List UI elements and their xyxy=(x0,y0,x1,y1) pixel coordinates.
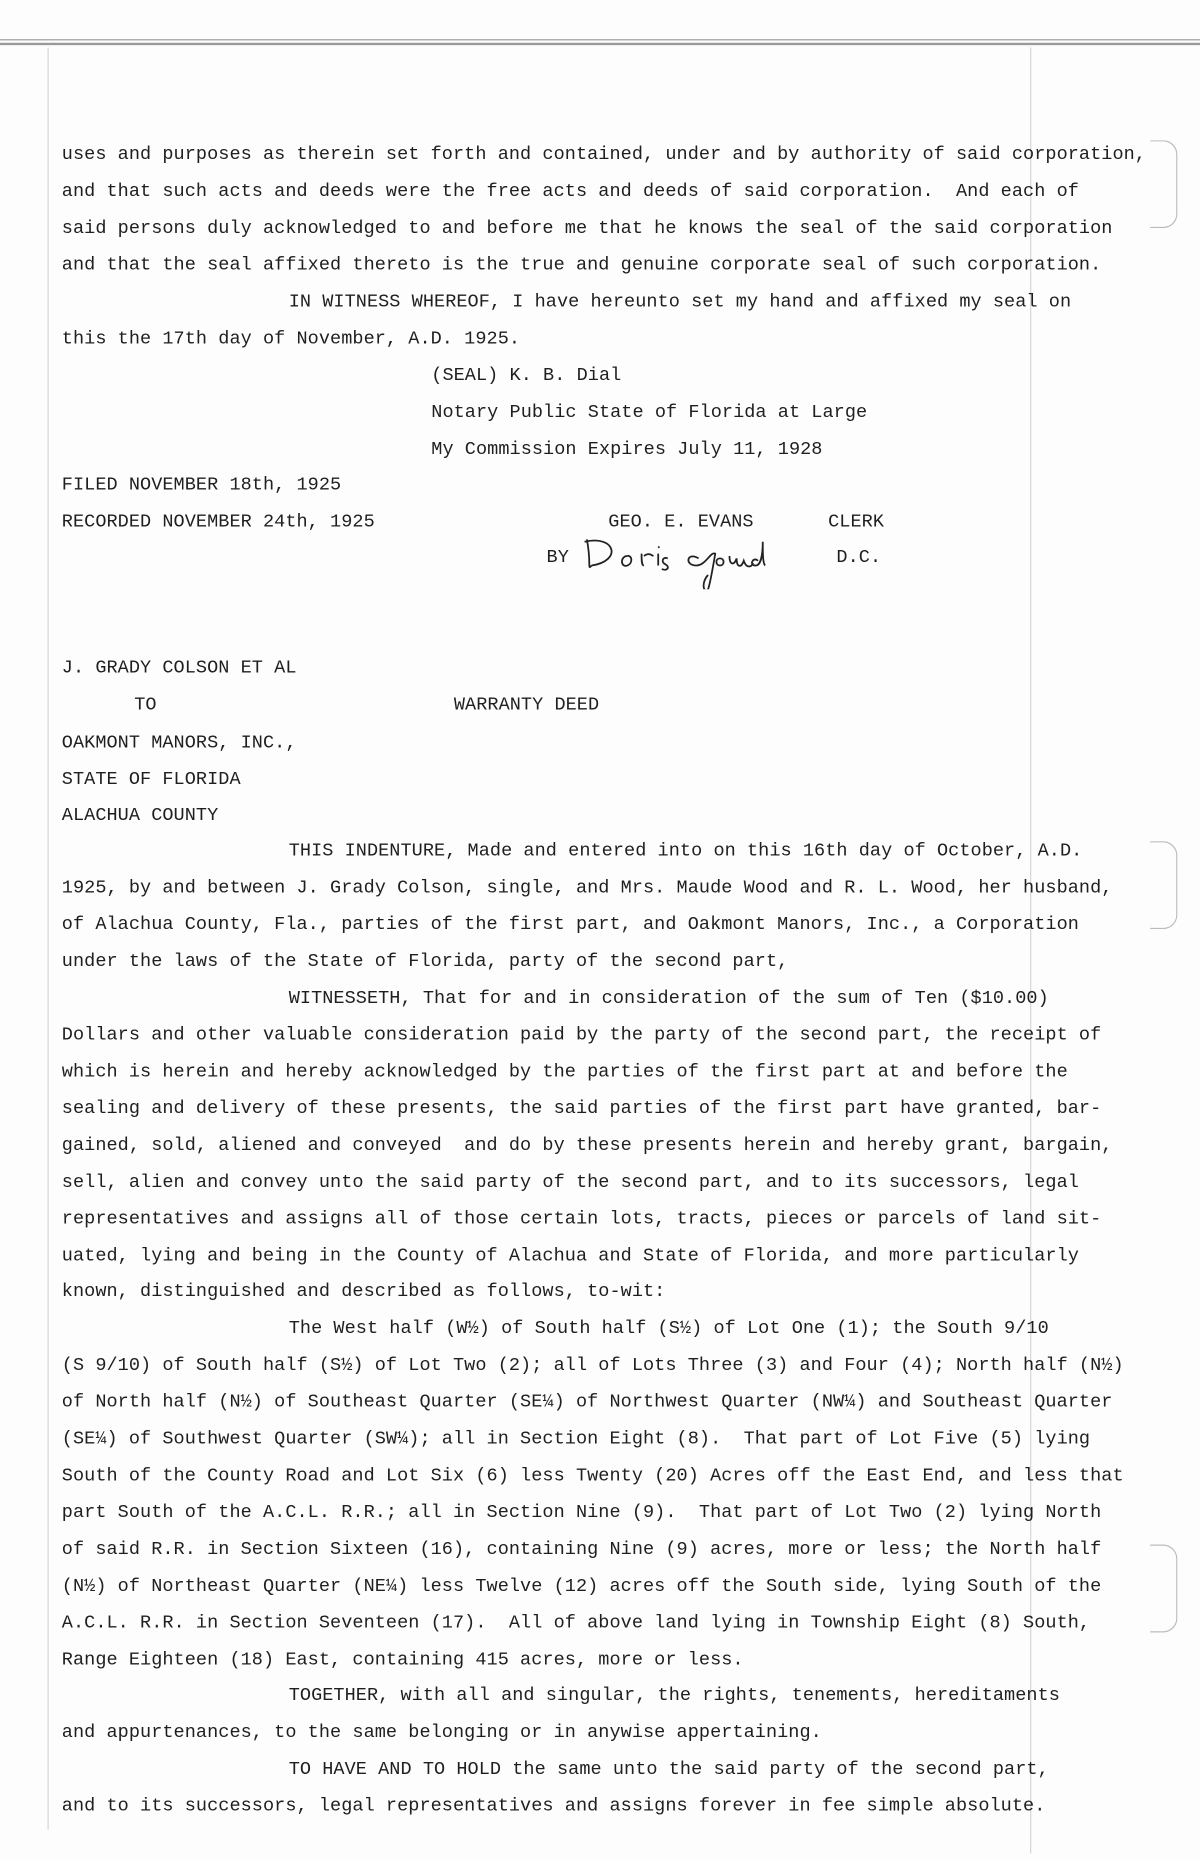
text-line: D.C. xyxy=(836,546,882,568)
left-margin-line xyxy=(48,48,49,1830)
text-line: TO xyxy=(134,693,157,716)
text-line: (SEAL) K. B. Dial xyxy=(431,364,622,387)
text-line: under the laws of the State of Florida, party of the second part, xyxy=(61,950,789,972)
text-line: A.C.L. R.R. in Section Seventeen (17). All of above land lying in Township Eight (8) South, xyxy=(61,1612,1091,1634)
text-line: known, distinguished and described as follows, to-wit: xyxy=(61,1280,666,1303)
binder-hole xyxy=(1150,140,1177,228)
text-line: gained, sold, aliened and conveyed and do by these presents herein and hereby grant, bargain, xyxy=(61,1134,1113,1157)
text-line: uated, lying and being in the County of Alachua and State of Florida, and more particularly xyxy=(61,1245,1079,1267)
text-line: which is herein and hereby acknowledged by the parties of the first part at and before the xyxy=(61,1060,1068,1083)
text-line: GEO. E. EVANS xyxy=(608,510,754,533)
text-line: and that the seal affixed thereto is the true and genuine corporate seal of such corporation. xyxy=(61,254,1102,276)
text-line: and appurtenances, to the same belonging or in anywise appertaining. xyxy=(61,1721,822,1743)
text-line: Range Eighteen (18) East, containing 415 acres, more or less. xyxy=(61,1649,744,1671)
text-line: FILED NOVEMBER 18th, 1925 xyxy=(61,474,342,496)
text-line: IN WITNESS WHEREOF, I have hereunto set my hand and affixed my seal on xyxy=(288,291,1072,313)
text-line: Notary Public State of Florida at Large xyxy=(431,401,868,423)
text-line: of said R.R. in Section Sixteen (16), containing Nine (9) acres, more or less; the North half xyxy=(61,1538,1102,1560)
top-rule xyxy=(0,39,1200,40)
text-line: RECORDED NOVEMBER 24th, 1925 xyxy=(61,510,375,533)
text-line: South of the County Road and Lot Six (6) less Twenty (20) Acres off the East End, and less that xyxy=(61,1464,1124,1487)
text-line: sealing and delivery of these presents, the said parties of the first part have granted, bar- xyxy=(61,1097,1102,1120)
text-line: uses and purposes as therein set forth and contained, under and by authority of said corporation, xyxy=(61,143,1146,166)
text-line: 1925, by and between J. Grady Colson, single, and Mrs. Maude Wood and R. L. Wood, her husband, xyxy=(61,876,1113,899)
text-line: ALACHUA COUNTY xyxy=(61,804,219,826)
text-line: The West half (W½) of South half (S½) of Lot One (1); the South 9/10 xyxy=(288,1317,1049,1339)
text-line: (N½) of Northeast Quarter (NE¼) less Twelve (12) acres off the South side, lying South of the xyxy=(61,1575,1102,1597)
text-line: CLERK xyxy=(828,510,885,533)
text-line: OAKMONT MANORS, INC., xyxy=(61,731,297,754)
binder-hole xyxy=(1150,841,1177,929)
text-line: STATE OF FLORIDA xyxy=(61,768,241,791)
text-line: Dollars and other valuable consideration paid by the party of the second part, the receipt of xyxy=(61,1024,1102,1046)
handwritten-signature xyxy=(580,530,818,589)
text-line: BY xyxy=(546,546,569,568)
binder-hole xyxy=(1150,1545,1177,1633)
text-line: J. GRADY COLSON ET AL xyxy=(61,657,297,679)
top-rule-double xyxy=(0,43,1200,45)
text-line: said persons duly acknowledged to and before me that he knows the seal of the said corporation xyxy=(61,217,1113,239)
text-line: and that such acts and deeds were the free acts and deeds of said corporation. And each of xyxy=(61,180,1079,202)
text-line: of Alachua County, Fla., parties of the first part, and Oakmont Manors, Inc., a Corporation xyxy=(61,913,1079,936)
text-line: TO HAVE AND TO HOLD the same unto the said party of the second part, xyxy=(288,1758,1049,1780)
text-line: part South of the A.C.L. R.R.; all in Section Nine (9). That part of Lot Two (2) lying North xyxy=(61,1501,1102,1524)
text-line: this the 17th day of November, A.D. 1925. xyxy=(61,327,521,350)
text-line: (SE¼) of Southwest Quarter (SW¼); all in Section Eight (8). That part of Lot Five (5) lying xyxy=(61,1428,1091,1450)
text-line: sell, alien and convey unto the said party of the second part, and to its successors, legal xyxy=(61,1171,1079,1193)
text-line: TOGETHER, with all and singular, the rights, tenements, hereditaments xyxy=(288,1684,1060,1707)
text-line: representatives and assigns all of those certain lots, tracts, pieces or parcels of land sit- xyxy=(61,1208,1102,1230)
text-line: of North half (N½) of Southeast Quarter (SE¼) of Northwest Quarter (NW¼) and Southeast Quarter xyxy=(61,1391,1113,1413)
text-line: WITNESSETH, That for and in consideration of the sum of Ten ($10.00) xyxy=(288,987,1049,1009)
text-line: WARRANTY DEED xyxy=(453,693,600,716)
text-line: THIS INDENTURE, Made and entered into on this 16th day of October, A.D. xyxy=(288,839,1083,862)
text-line: and to its successors, legal representatives and assigns forever in fee simple absolute. xyxy=(61,1795,1046,1817)
text-line: My Commission Expires July 11, 1928 xyxy=(431,438,823,460)
text-line: (S 9/10) of South half (S½) of Lot Two (2); all of Lots Three (3) and Four (4); North half (N½) xyxy=(61,1354,1124,1376)
